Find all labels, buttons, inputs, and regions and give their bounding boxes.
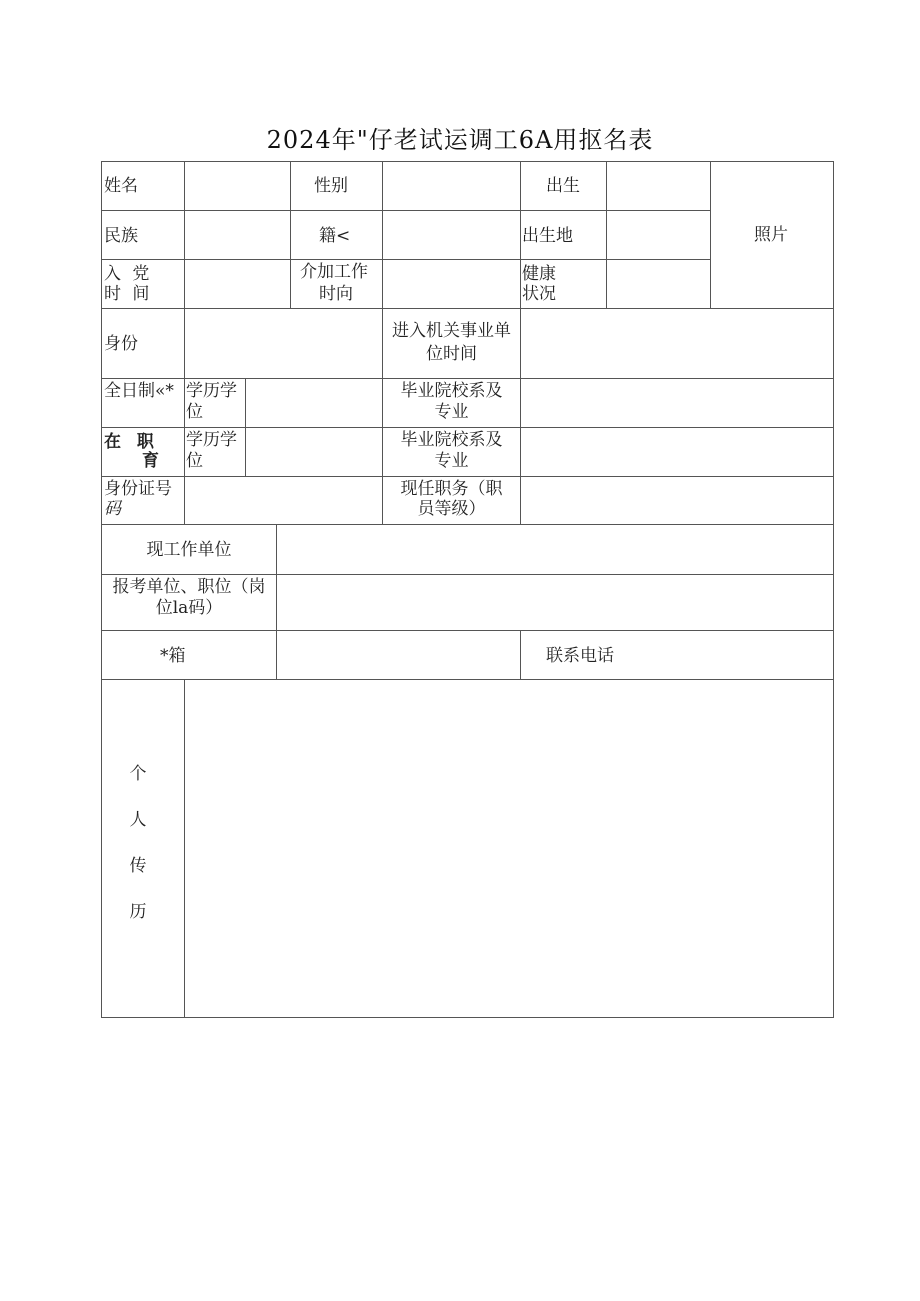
health-field[interactable] <box>607 260 709 307</box>
id-number-label-line1: 身份证号 <box>104 479 172 499</box>
apply-position-field[interactable] <box>277 575 832 629</box>
party-join-field[interactable] <box>185 260 289 307</box>
id-number-field[interactable] <box>185 477 381 523</box>
identity-label: 身份 <box>104 334 138 354</box>
apply-position-label-line1: 报考单位、职位（岗 <box>112 577 266 597</box>
school-label-2-line2: 专业 <box>434 451 469 471</box>
resume-label-char-1: 个 <box>129 764 147 784</box>
apply-position-label-line2: 位la码） <box>155 598 223 618</box>
current-unit-field[interactable] <box>277 525 832 573</box>
name-field[interactable] <box>185 162 289 209</box>
position-label-line2: 员等级） <box>417 499 486 519</box>
birthplace-label: 出生地 <box>522 226 573 246</box>
party-join-label-line2: 时 间 <box>104 284 150 304</box>
fulltime-edu-label: 全日制«* <box>104 381 174 401</box>
birth-label: 出生 <box>546 176 580 196</box>
gender-field[interactable] <box>383 162 519 209</box>
work-start-label-line1: 介加工作 <box>300 262 368 282</box>
inservice-degree-field[interactable] <box>246 428 381 475</box>
ethnicity-field[interactable] <box>185 211 289 258</box>
inservice-edu-label-line2: 育 <box>142 451 159 471</box>
resume-label-char-4: 历 <box>129 902 147 922</box>
current-unit-label: 现工作单位 <box>146 540 232 560</box>
resume-label-char-3: 传 <box>129 856 147 876</box>
ethnicity-label: 民族 <box>104 226 138 246</box>
health-label-line2: 状况 <box>522 284 556 304</box>
email-label: *箱 <box>160 646 186 666</box>
school-label-1-line2: 专业 <box>434 402 469 422</box>
work-start-field[interactable] <box>383 260 519 307</box>
birth-field[interactable] <box>607 162 709 209</box>
birthplace-field[interactable] <box>607 211 709 258</box>
native-place-field[interactable] <box>383 211 519 258</box>
party-join-label-line1: 入 党 <box>104 264 150 284</box>
gender-label: 性别 <box>314 176 348 196</box>
identity-field[interactable] <box>185 309 381 377</box>
document-title: 2024年"仔老试运调工6A用抠名表 <box>266 126 654 154</box>
id-number-label-line2: 码 <box>104 499 121 519</box>
inservice-edu-label-line1: 在 职 <box>104 432 154 452</box>
work-start-label-line2: 时向 <box>319 284 353 304</box>
degree-label-1-line2: 位 <box>186 402 203 422</box>
position-label-line1: 现任职务（职 <box>400 479 503 499</box>
inservice-school-field[interactable] <box>521 428 832 475</box>
email-field[interactable] <box>277 631 519 678</box>
enter-org-label-line1: 进入机关事业单 <box>392 321 511 341</box>
school-label-1-line1: 毕业院校系及 <box>400 381 503 401</box>
fulltime-degree-field[interactable] <box>246 379 381 426</box>
fulltime-school-field[interactable] <box>521 379 832 426</box>
degree-label-1-line1: 学历学 <box>186 381 237 401</box>
enter-org-label-line2: 位时间 <box>426 344 477 364</box>
health-label-line1: 健康 <box>522 264 556 284</box>
resume-field[interactable] <box>185 680 832 1016</box>
photo-box[interactable] <box>711 162 832 307</box>
school-label-2-line1: 毕业院校系及 <box>400 430 503 450</box>
phone-label: 联系电话 <box>546 646 614 666</box>
degree-label-2-line1: 学历学 <box>186 430 237 450</box>
resume-label-char-2: 人 <box>129 810 147 830</box>
photo-label: 照片 <box>754 225 788 245</box>
name-label: 姓名 <box>104 176 138 196</box>
position-field[interactable] <box>521 477 832 523</box>
degree-label-2-line2: 位 <box>186 451 203 471</box>
enter-org-field[interactable] <box>521 309 832 377</box>
native-place-label: 籍< <box>319 226 351 246</box>
